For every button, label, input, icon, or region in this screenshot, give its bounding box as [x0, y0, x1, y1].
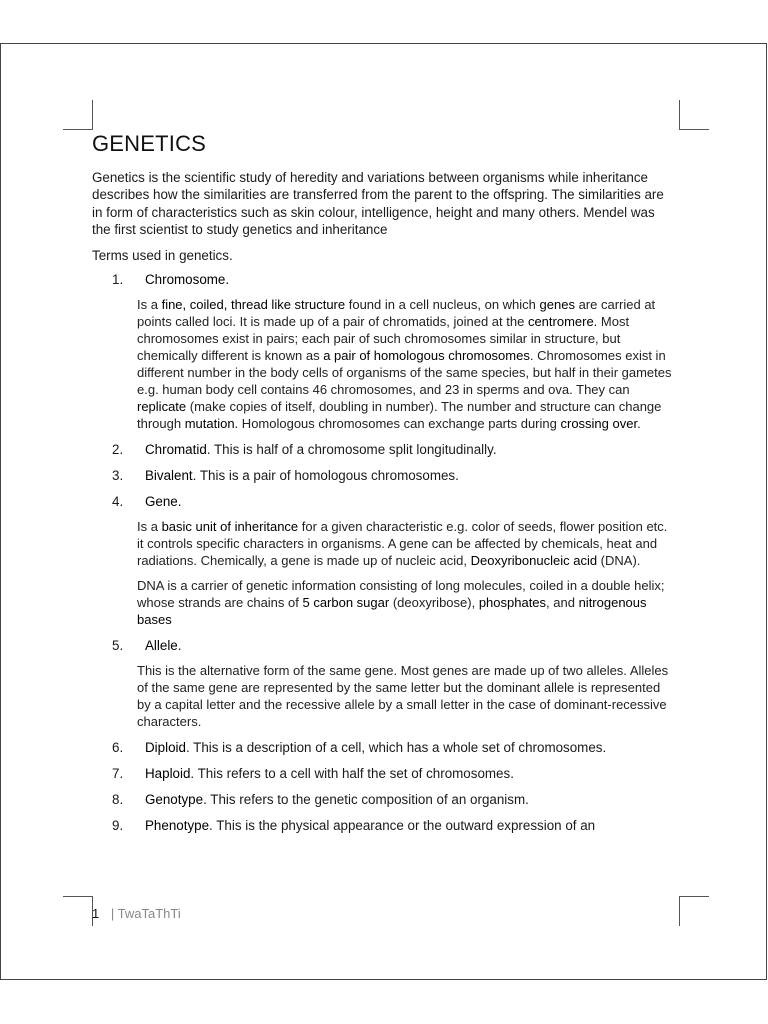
- term-inline-description: . This is half of a chromosome split longitudinally.: [206, 441, 497, 457]
- term-inline-description: . This is a description of a cell, which has a whole set of chromosomes.: [185, 739, 607, 755]
- term-label: Chromosome.: [145, 271, 230, 287]
- crop-mark-bottom-right: [679, 896, 709, 926]
- term-description-continued: [92, 577, 676, 628]
- key-term: centromere.: [527, 313, 598, 329]
- key-term: mutation: [184, 415, 235, 431]
- text-run: (DNA).: [597, 552, 641, 568]
- text-run: Most chromosomes exist in pairs; each pair of such chromosomes similar in structure, but chemically different is known as: [137, 313, 630, 363]
- crop-mark-bottom-left: [63, 896, 93, 926]
- item-number: 5.: [112, 637, 124, 653]
- term-label: Genotype: [145, 791, 204, 807]
- footer-separator: |: [110, 906, 115, 921]
- list-item: [92, 765, 676, 782]
- page-title: GENETICS: [92, 131, 207, 156]
- key-term: fine, coiled, thread like structure: [161, 296, 346, 312]
- term-heading: [92, 791, 676, 808]
- term-label: Chromatid: [145, 441, 207, 457]
- terms-heading: Terms used in genetics.: [92, 247, 233, 263]
- text-run: .: [637, 415, 641, 431]
- crop-mark-top-right: [679, 100, 709, 130]
- key-term: genes: [539, 296, 575, 312]
- key-term: replicate: [137, 398, 187, 414]
- text-run: , and: [546, 594, 579, 610]
- item-number: 9.: [112, 817, 124, 833]
- text-run: for a given characteristic e.g. color of seeds, flower position etc. it controls specific characters in organisms. A gene can be affected by chemicals, heat and radiations. Chemically, a gene is made up of nucleic acid,: [137, 518, 668, 568]
- term-heading: [92, 817, 676, 834]
- term-label: Haploid: [145, 765, 191, 781]
- page-number: 1: [92, 906, 100, 921]
- text-run: Is a: [137, 518, 162, 534]
- list-item: [92, 467, 676, 484]
- term-label: Phenotype: [145, 817, 210, 833]
- key-term: basic unit of inheritance: [161, 518, 299, 534]
- crop-mark-top-left: [63, 100, 93, 130]
- text-run: found in a cell nucleus, on which: [345, 296, 540, 312]
- list-item: [92, 637, 676, 730]
- page-content: [92, 131, 676, 834]
- text-run: Is a: [137, 296, 162, 312]
- list-item: [92, 441, 676, 458]
- text-run: DNA is a carrier of genetic information consisting of long molecules, coiled in a double helix; whose strands are chains of: [137, 577, 665, 610]
- term-inline-description: .: [177, 637, 182, 653]
- page-footer: [92, 906, 181, 921]
- term-heading: [92, 441, 676, 458]
- list-item: [92, 791, 676, 808]
- term-heading: [92, 493, 676, 510]
- intro-paragraph: Genetics is the scientific study of heredity and variations between organisms while inheritance describes how the similarities are transferred from the parent to the offspring. The similarities are in form of characteristics such as skin colour, intelligence, height and many others. Mendel was the first scientist to study genetics and inheritance: [92, 170, 664, 238]
- list-item: [92, 817, 676, 834]
- text-run: . Chromosomes exist in different number in the body cells of organisms of the same species, but half in their gametes e.g. human body cell contains 46 chromosomes, and 23 in sperms and ova. They can: [137, 347, 672, 397]
- term-inline-description: . This refers to a cell with half the set of chromosomes.: [190, 765, 514, 781]
- item-number: 1.: [112, 271, 124, 287]
- item-number: 8.: [112, 791, 124, 807]
- term-heading: [92, 467, 676, 484]
- key-term: Deoxyribonucleic acid: [470, 552, 598, 568]
- term-label: Allele: [145, 637, 178, 653]
- term-inline-description: . This is a pair of homologous chromosomes.: [192, 467, 459, 483]
- list-item: [92, 739, 676, 756]
- text-run: (deoxyribose),: [389, 594, 479, 610]
- footer-author: TwaTaThTi: [117, 906, 181, 921]
- text-run: This is the alternative form of the same gene. Most genes are made up of two alleles. Alleles of the same gene are represented by the same letter but the dominant allele is represented by a capital letter and the recessive allele by a small letter in the case of dominant-recessive characters.: [137, 662, 669, 729]
- item-number: 6.: [112, 739, 124, 755]
- term-description: [92, 296, 676, 432]
- list-item: [92, 493, 676, 628]
- term-description: [92, 518, 676, 569]
- term-heading: [92, 739, 676, 756]
- term-heading: [92, 271, 676, 288]
- key-term: phosphates: [478, 594, 547, 610]
- text-run: (make copies of itself, doubling in number). The number and structure can change through: [137, 398, 662, 431]
- key-term: crossing over: [560, 415, 638, 431]
- term-inline-description: . This is the physical appearance or the outward expression of an: [209, 817, 596, 833]
- list-item: [92, 271, 676, 432]
- item-number: 4.: [112, 493, 124, 509]
- term-label: Diploid: [145, 739, 186, 755]
- key-term: a pair of homologous chromosomes: [323, 347, 530, 363]
- text-run: . Homologous chromosomes can exchange parts during: [234, 415, 561, 431]
- term-heading: [92, 637, 676, 654]
- term-description: [92, 662, 676, 730]
- term-heading: [92, 765, 676, 782]
- key-term: 5 carbon sugar: [302, 594, 390, 610]
- item-number: 2.: [112, 441, 124, 457]
- term-inline-description: . This refers to the genetic composition of an organism.: [203, 791, 529, 807]
- term-label: Gene.: [145, 493, 182, 509]
- text-run: are carried at points called loci. It is made up of a pair of chromatids, joined at the: [137, 296, 656, 329]
- item-number: 7.: [112, 765, 124, 781]
- document-page: [0, 43, 767, 980]
- item-number: 3.: [112, 467, 124, 483]
- key-term: nitrogenous bases: [137, 594, 647, 627]
- term-label: Bivalent: [145, 467, 193, 483]
